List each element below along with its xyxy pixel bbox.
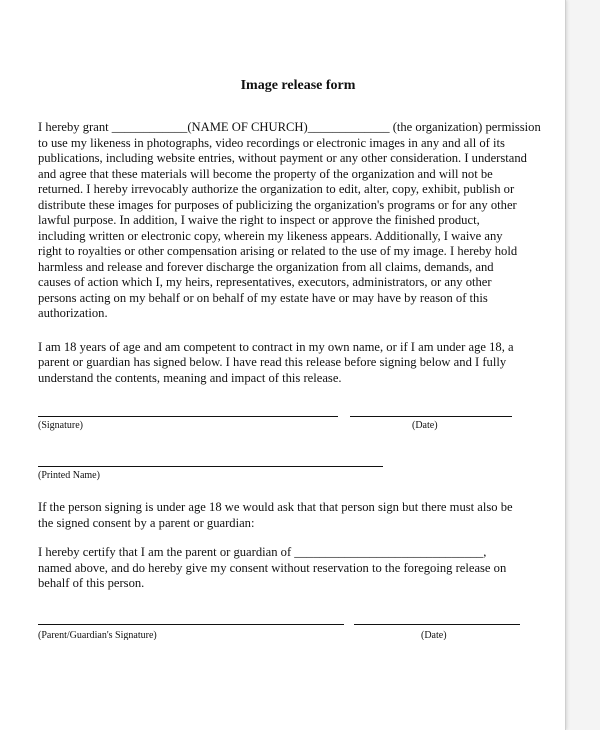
guardian-paragraph xyxy=(38,545,558,592)
text-line: persons acting on my behalf or on behalf of my estate have or may have by reason of this xyxy=(38,290,488,305)
printed-name-row xyxy=(38,466,558,500)
guardian-signature-line[interactable] xyxy=(38,624,344,625)
guardian-date-line[interactable] xyxy=(354,624,520,625)
signature-row xyxy=(38,416,558,466)
text-line: I am 18 years of age and am competent to contract in my own name, or if I am under age 18, a xyxy=(38,339,514,354)
guardian-date-label: (Date) xyxy=(421,629,447,640)
signature-label: (Signature) xyxy=(38,420,83,431)
text-line: harmless and release and forever discharge the organization from all claims, demands, and xyxy=(38,259,494,274)
text-line: I hereby certify that I am the parent or guardian of ______________________________, xyxy=(38,545,487,559)
text-line: and agree that these materials will become the property of the organization and will not be xyxy=(38,166,493,181)
text-line: If the person signing is under age 18 we would ask that that person sign but there must also be xyxy=(38,500,513,514)
text-line: to use my likeness in photographs, video recordings or electronic images in any and all of its xyxy=(38,135,505,150)
text-line: the signed consent by a parent or guardian: xyxy=(38,515,255,530)
document-title: Image release form xyxy=(240,78,356,93)
minor-paragraph xyxy=(38,500,558,531)
text-line: parent or guardian has signed below. I have read this release before signing below and I fully xyxy=(38,355,507,369)
release-paragraph xyxy=(38,120,558,322)
document-body xyxy=(38,78,558,640)
text-line: I hereby grant ____________(NAME OF CHURCH)_____________ (the organization) permission xyxy=(38,120,541,134)
text-line: publications, including website entries, without payment or any other consideration. I understand xyxy=(38,151,527,165)
text-line: lawful purpose. In addition, I waive the right to inspect or approve the finished product, xyxy=(38,213,480,227)
text-line: distribute these images for purposes of publicizing the organization's programs or for any other xyxy=(38,197,517,212)
text-line: including written or electronic copy, wherein my likeness appears. Additionally, I waive any xyxy=(38,228,503,243)
guardian-signature-label: (Parent/Guardian's Signature) xyxy=(38,629,157,640)
guardian-signature-row xyxy=(38,624,558,640)
text-line: returned. I hereby irrevocably authorize the organization to edit, alter, copy, exhibit, publish or xyxy=(38,182,515,196)
text-line: authorization. xyxy=(38,306,108,320)
signature-line[interactable] xyxy=(38,416,338,417)
text-line: behalf of this person. xyxy=(38,576,145,590)
text-line: understand the contents, meaning and impact of this release. xyxy=(38,370,342,385)
age-paragraph xyxy=(38,340,558,387)
text-line: right to royalties or other compensation arising or related to the use of my image. I hereby hold xyxy=(38,244,518,258)
date-line[interactable] xyxy=(350,416,512,417)
text-line: named above, and do hereby give my consent without reservation to the foregoing release on xyxy=(38,560,507,575)
text-line: causes of action which I, my heirs, representatives, executors, administrators, or any other xyxy=(38,275,492,289)
date-label: (Date) xyxy=(412,420,438,431)
printed-name-line[interactable] xyxy=(38,466,383,467)
printed-name-label: (Printed Name) xyxy=(38,470,100,481)
